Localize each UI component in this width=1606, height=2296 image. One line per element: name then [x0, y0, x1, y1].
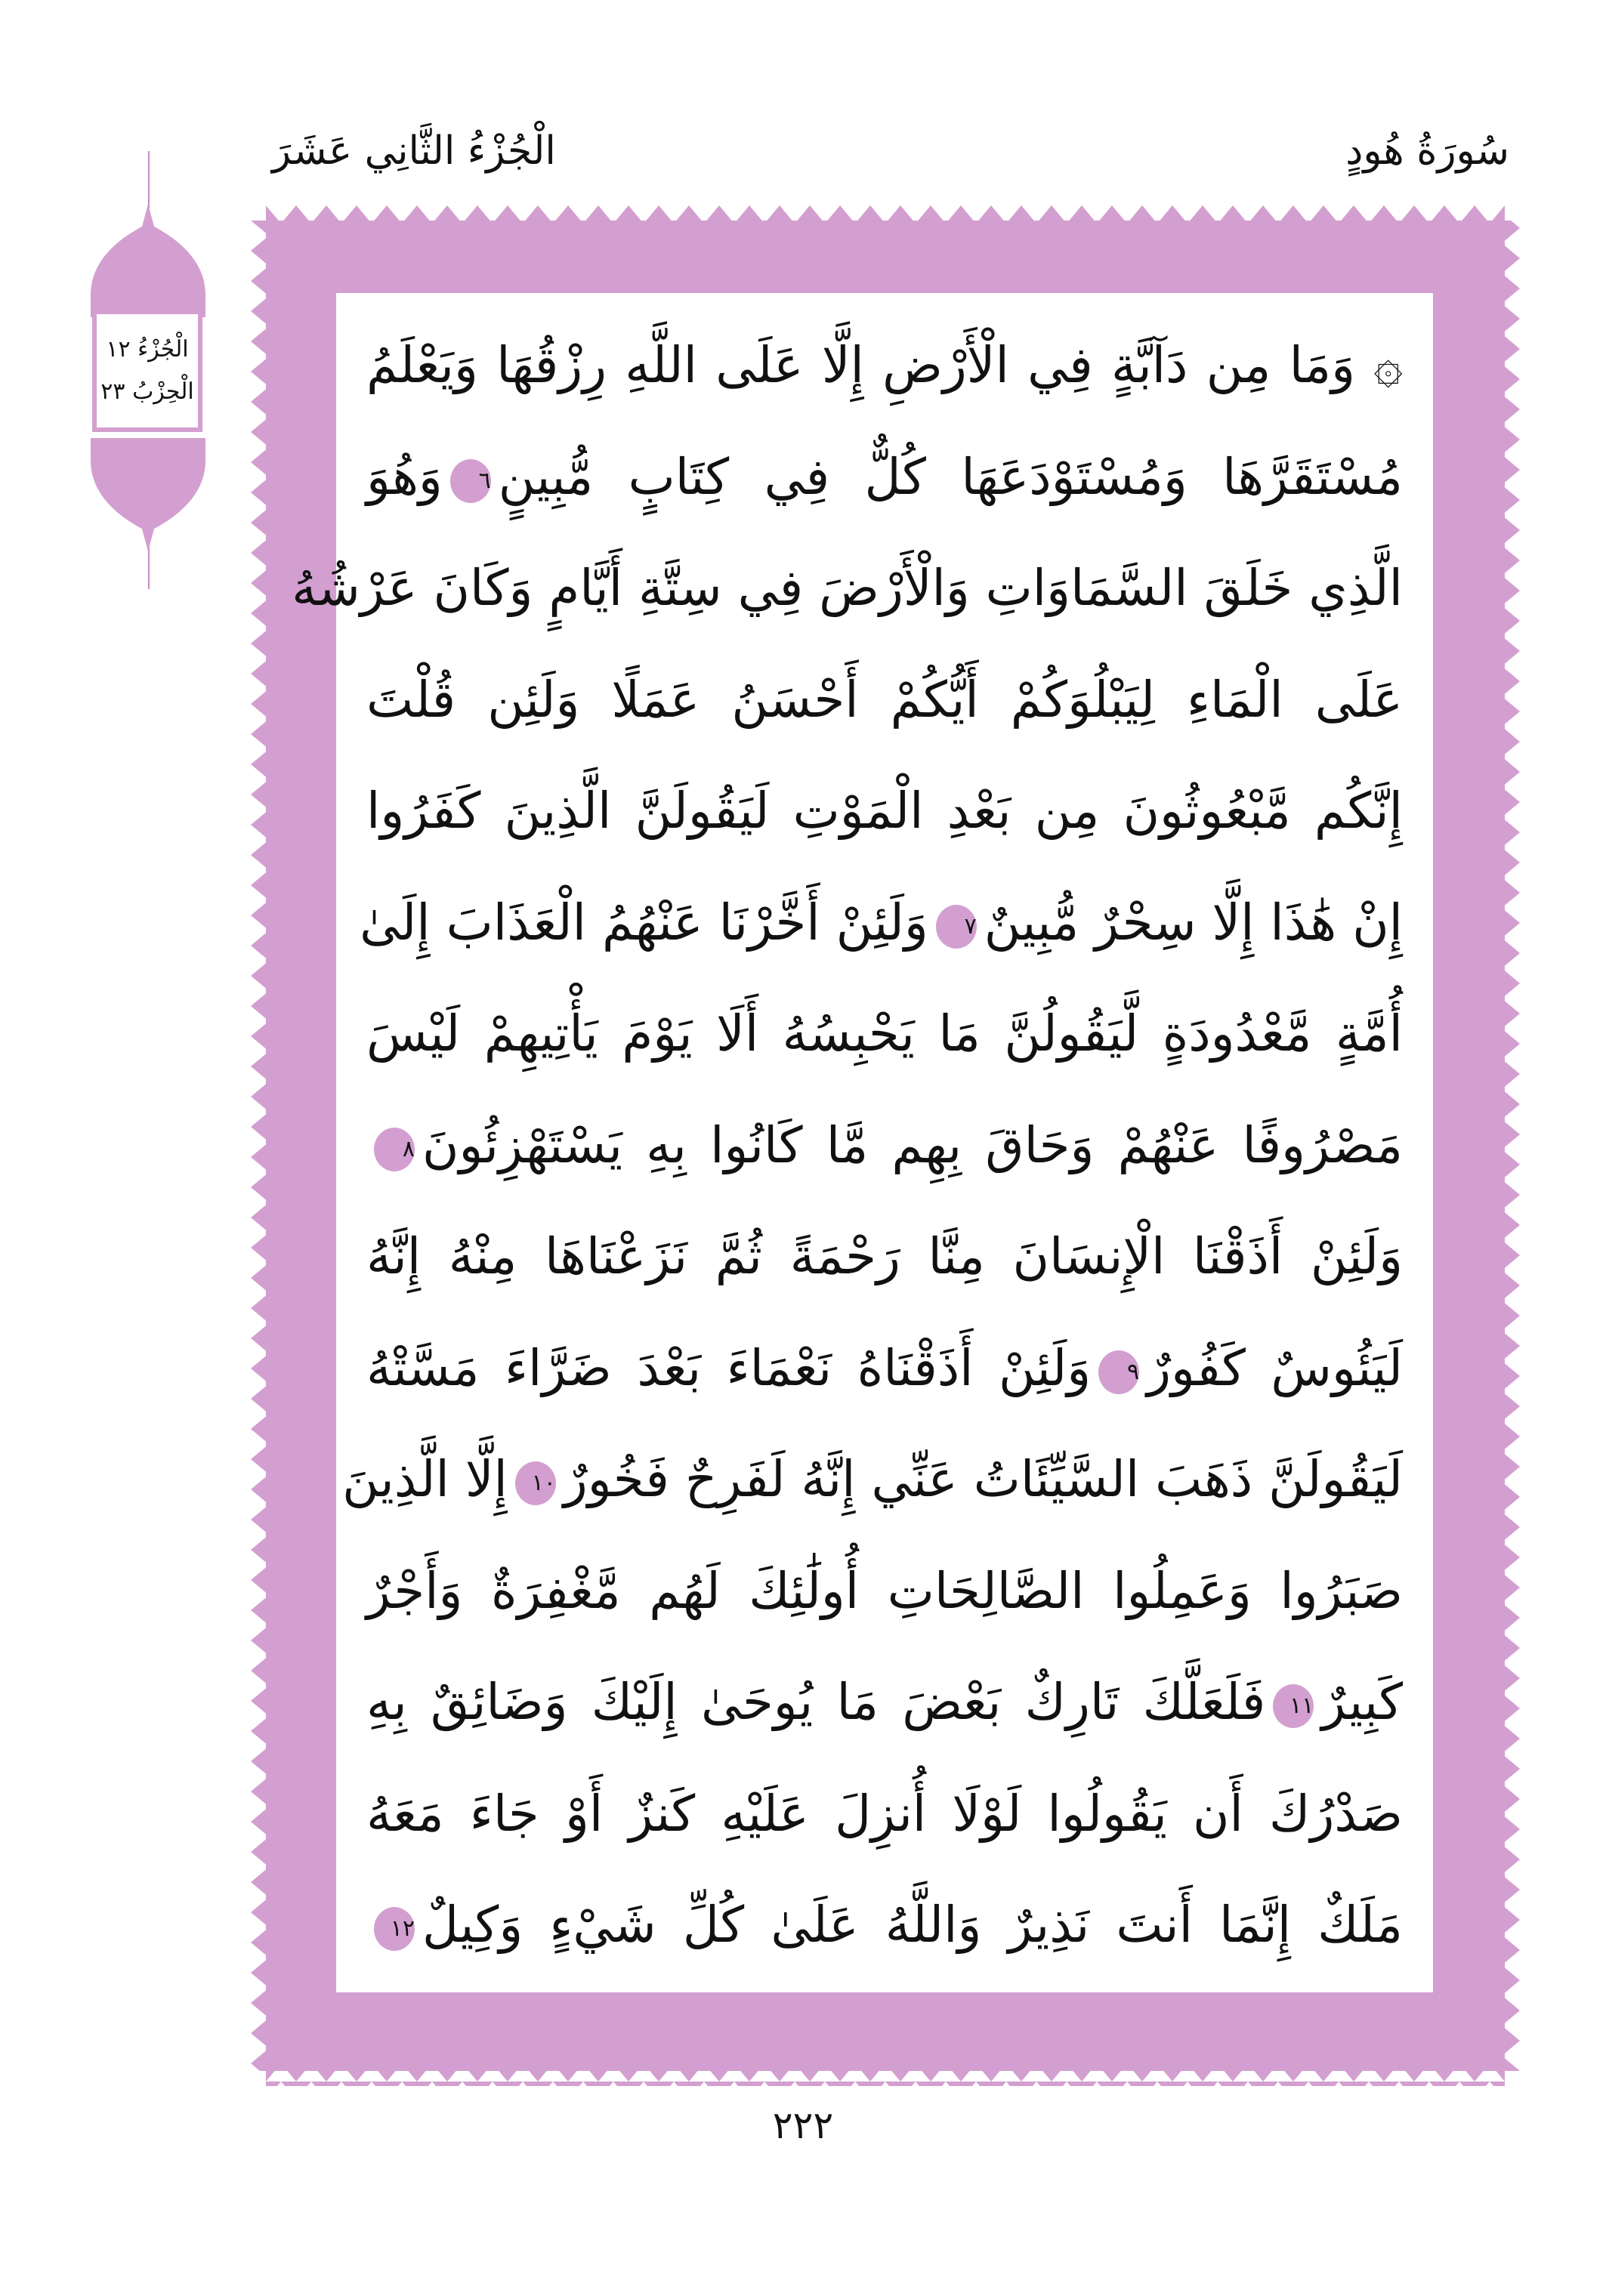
ayah-number-badge: ١١ — [1273, 1684, 1314, 1728]
ayah-number-badge: ١٢ — [374, 1907, 415, 1951]
text-line: عَلَى الْمَاءِ لِيَبْلُوَكُمْ أَيُّكُمْ أَحْسَنُ عَمَلًا وَلَئِن قُلْتَ — [366, 670, 1403, 729]
juz-title: الْجُزْءُ الثَّانِي عَشَرَ — [272, 128, 556, 174]
ayah-number-badge: ٨ — [374, 1128, 415, 1171]
text-line: وَلَئِنْ أَذَقْنَا الْإِنسَانَ مِنَّا رَحْمَةً ثُمَّ نَزَعْنَاهَا مِنْهُ إِنَّهُ — [366, 1227, 1403, 1285]
ayah-number-badge: ٩ — [1098, 1350, 1139, 1394]
text-line: كَبِيرٌ١١فَلَعَلَّكَ تَارِكٌ بَعْضَ مَا يُوحَىٰ إِلَيْكَ وَضَائِقٌ بِهِ — [366, 1673, 1403, 1731]
page-number: ٢٢٢ — [772, 2103, 834, 2147]
text-line: لَيَقُولَنَّ ذَهَبَ السَّيِّئَاتُ عَنِّي إِنَّهُ لَفَرِحٌ فَخُورٌ١٠إِلَّا الَّذِينَ — [342, 1450, 1403, 1508]
ayah-number-badge: ٧ — [936, 905, 977, 949]
ayah-number-badge: ٦ — [450, 459, 491, 503]
text-line: أُمَّةٍ مَّعْدُودَةٍ لَّيَقُولُنَّ مَا يَحْبِسُهُ أَلَا يَوْمَ يَأْتِيهِمْ لَيْسَ — [366, 1004, 1403, 1063]
text-line: مَلَكٌ إِنَّمَا أَنتَ نَذِيرٌ وَاللَّهُ عَلَىٰ كُلِّ شَيْءٍ وَكِيلٌ١٢ — [366, 1869, 1403, 1981]
surah-title: سُورَةُ هُودٍ — [1345, 128, 1509, 174]
hizb-label: الْحِزْبُ ٢٣ — [100, 378, 194, 405]
text-line: مَصْرُوفًا عَنْهُمْ وَحَاقَ بِهِم مَّا كَانُوا بِهِ يَسْتَهْزِئُونَ٨ — [366, 1090, 1403, 1202]
ayah-number-badge: ١٠ — [515, 1461, 556, 1505]
text-line: إِنْ هَٰذَا إِلَّا سِحْرٌ مُّبِينٌ٧وَلَئِنْ أَخَّرْنَا عَنْهُمُ الْعَذَابَ إِلَىٰ — [360, 893, 1403, 952]
text-line: الَّذِي خَلَقَ السَّمَاوَاتِ وَالْأَرْضَ فِي سِتَّةِ أَيَّامٍ وَكَانَ عَرْشُهُ — [292, 559, 1403, 617]
side-line-top — [148, 151, 150, 211]
juz-label: الْجُزْءُ ١٢ — [106, 336, 189, 363]
text-line: صَبَرُوا وَعَمِلُوا الصَّالِحَاتِ أُولَٰئِكَ لَهُم مَّغْفِرَةٌ وَأَجْرٌ — [366, 1561, 1403, 1620]
text-line: مُسْتَقَرَّهَا وَمُسْتَوْدَعَهَا كُلٌّ فِي كِتَابٍ مُّبِينٍ٦وَهُوَ — [366, 447, 1403, 506]
text-line: صَدْرُكَ أَن يَقُولُوا لَوْلَا أُنزِلَ عَلَيْهِ كَنزٌ أَوْ جَاءَ مَعَهُ — [366, 1784, 1403, 1843]
text-line: ۞ وَمَا مِن دَآبَّةٍ فِي الْأَرْضِ إِلَّا عَلَى اللَّهِ رِزْقُهَا وَيَعْلَمُ — [366, 336, 1403, 394]
text-line: لَيَئُوسٌ كَفُورٌ٩وَلَئِنْ أَذَقْنَاهُ نَعْمَاءَ بَعْدَ ضَرَّاءَ مَسَّتْهُ — [366, 1338, 1403, 1397]
text-line: إِنَّكُم مَّبْعُوثُونَ مِن بَعْدِ الْمَوْتِ لَيَقُولَنَّ الَّذِينَ كَفَرُوا — [366, 782, 1403, 840]
juz-hizb-box — [92, 310, 202, 432]
quran-text-area — [292, 293, 1433, 1992]
